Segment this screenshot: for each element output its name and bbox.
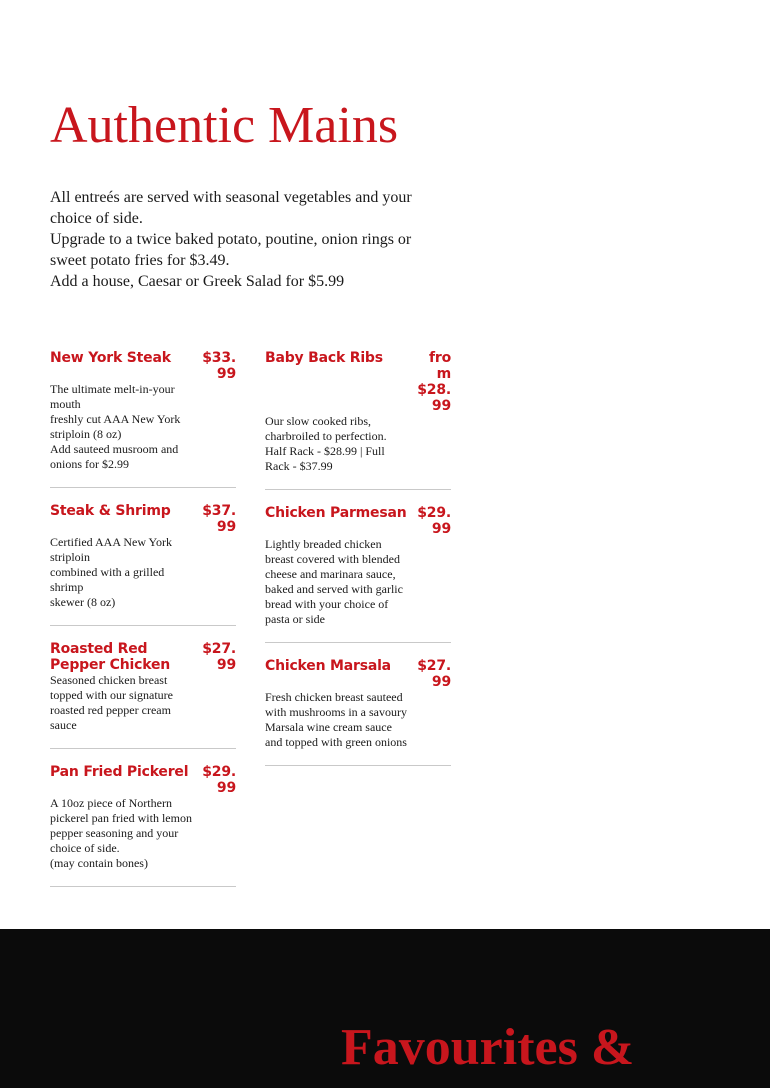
intro-line: All entreés are served with seasonal vegetables and your choice of side. <box>50 189 412 227</box>
menu-item-name: Steak & Shrimp <box>50 503 171 519</box>
menu-item-name: Chicken Marsala <box>265 658 391 674</box>
menu-item-price: $27.99 <box>202 641 236 673</box>
menu-item-description-line: (may contain bones) <box>50 856 148 870</box>
menu-item <box>265 658 451 766</box>
intro-text <box>50 187 430 292</box>
menu-item <box>50 764 236 887</box>
menu-item-description-line: skewer (8 oz) <box>50 595 116 609</box>
section-title-authentic-mains: Authentic Mains <box>50 97 399 154</box>
menu-item-price: $29.99 <box>202 764 236 796</box>
menu-item-description-line: Add sauteed musroom and onions for $2.99 <box>50 442 179 471</box>
menu-item-name: New York Steak <box>50 350 171 366</box>
menu-item-price: $37.99 <box>202 503 236 535</box>
menu-item-price: $29.99 <box>417 505 451 537</box>
intro-line: Add a house, Caesar or Greek Salad for $5.99 <box>50 273 345 290</box>
menu-item <box>50 350 236 488</box>
menu-column-left <box>50 350 236 902</box>
menu-item-description <box>265 537 410 642</box>
menu-item-description <box>50 382 195 487</box>
menu-item-description-line: A 10oz piece of Northern pickerel pan fried with lemon pepper seasoning and your choice of side. <box>50 796 192 855</box>
menu-item-description-line: combined with a grilled shrimp <box>50 565 165 594</box>
menu-item-description-line: freshly cut AAA New York striploin (8 oz) <box>50 412 181 441</box>
menu-item-description <box>265 414 410 489</box>
menu-item-description <box>50 796 195 886</box>
menu-item-price: from $28.99 <box>417 350 451 414</box>
menu-item <box>265 505 451 643</box>
menu-item-description-line: Our slow cooked ribs, charbroiled to perfection. <box>265 414 387 443</box>
menu-item-description-line: Half Rack - $28.99 | Full Rack - $37.99 <box>265 444 385 473</box>
menu-item-price: $27.99 <box>417 658 451 690</box>
menu-item-name: Chicken Parmesan <box>265 505 407 521</box>
menu-item-description-line: Certified AAA New York striploin <box>50 535 172 564</box>
menu-item-price: $33.99 <box>202 350 236 382</box>
section-title-favourites: Favourites & <box>341 1019 635 1076</box>
menu-item <box>50 641 236 749</box>
menu-item-name: Baby Back Ribs <box>265 350 383 366</box>
menu-item <box>50 503 236 626</box>
menu-column-right <box>265 350 451 781</box>
menu-item-description-line: Lightly breaded chicken breast covered with blended cheese and marinara sauce, baked and served with garlic bread with your choice of pasta or side <box>265 537 403 626</box>
menu-item-description <box>50 673 195 748</box>
menu-item-description-line: Seasoned chicken breast topped with our signature roasted red pepper cream sauce <box>50 673 173 732</box>
menu-item-description <box>265 690 410 765</box>
menu-item-name: Pan Fried Pickerel <box>50 764 189 780</box>
menu-item <box>265 350 451 490</box>
menu-item-description-line: Fresh chicken breast sauteed with mushrooms in a savoury Marsala wine cream sauce and topped with green onions <box>265 690 407 749</box>
menu-item-description-line: The ultimate melt-in-your mouth <box>50 382 175 411</box>
menu-item-description <box>50 535 195 625</box>
menu-item-name: Roasted Red Pepper Chicken <box>50 641 171 673</box>
intro-line: Upgrade to a twice baked potato, poutine, onion rings or sweet potato fries for $3.49. <box>50 231 412 269</box>
